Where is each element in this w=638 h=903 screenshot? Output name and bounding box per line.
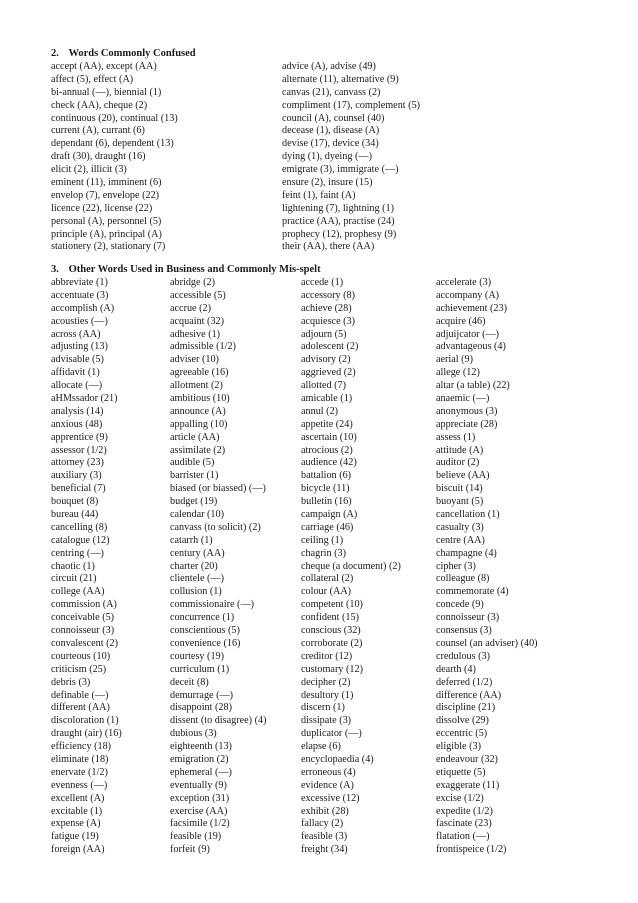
word-entry: frontispeice (1/2): [436, 844, 507, 856]
word-entry: credulous (3): [436, 650, 491, 662]
word-entry: analysis (14): [51, 405, 104, 417]
word-entry: fallacy (2): [301, 818, 344, 830]
word-entry: carriage (46): [301, 521, 354, 533]
word-entry: dying (1), dyeing (—): [282, 151, 372, 163]
word-entry: cancellation (1): [436, 509, 500, 521]
word-entry: definable (—): [51, 689, 109, 701]
word-entry: attorney (23): [51, 457, 104, 469]
word-entry: canvass (to solicit) (2): [170, 521, 261, 533]
word-entry: excessive (12): [301, 792, 360, 804]
word-entry: stationery (2), stationary (7): [51, 241, 166, 253]
word-entry: centre (AA): [436, 534, 485, 546]
word-entry: biased (or biassed) (—): [170, 483, 266, 495]
word-entry: fascinate (23): [436, 818, 492, 830]
word-entry: cipher (3): [436, 560, 476, 572]
word-entry: bicycle (11): [301, 483, 350, 495]
word-entry: cheque (a document) (2): [301, 560, 401, 572]
word-entry: evidence (A): [301, 779, 354, 791]
word-entry: auxiliary (3): [51, 470, 102, 482]
word-entry: practice (AA), practise (24): [282, 215, 395, 227]
word-entry: courteous (10): [51, 650, 111, 662]
word-entry: their (AA), there (AA): [282, 241, 375, 253]
word-entry: expense (A): [51, 818, 101, 830]
section-3-column-3: [301, 277, 401, 857]
word-entry: emigrate (3), immigrate (—): [282, 164, 399, 176]
word-entry: aHMssador (21): [51, 393, 118, 405]
word-entry: ephemeral (—): [170, 766, 232, 778]
word-entry: catalogue (12): [51, 534, 110, 546]
word-entry: adhesive (1): [170, 328, 221, 340]
word-entry: barrister (1): [170, 470, 219, 482]
word-entry: evenness (—): [51, 779, 108, 791]
word-entry: bulletin (16): [301, 496, 352, 508]
word-entry: charter (20): [170, 560, 218, 572]
word-entry: corroborate (2): [301, 637, 363, 649]
word-entry: altar (a table) (22): [436, 380, 510, 392]
word-entry: exhibit (28): [301, 805, 349, 817]
word-entry: principle (A), principal (A): [51, 228, 162, 240]
word-entry: creditor (12): [301, 650, 353, 662]
word-entry: fatigue (19): [51, 831, 99, 843]
word-entry: audible (5): [170, 457, 215, 469]
word-entry: connoisseur (3): [51, 625, 115, 637]
word-entry: atrocious (2): [301, 444, 353, 456]
word-entry: appetite (24): [301, 418, 353, 430]
word-entry: discern (1): [301, 702, 345, 714]
word-entry: curriculum (1): [170, 663, 230, 675]
word-entry: duplicator (—): [301, 728, 362, 740]
word-entry: feasible (19): [170, 831, 222, 843]
word-entry: annul (2): [301, 405, 339, 417]
word-entry: anaemic (—): [436, 393, 490, 405]
word-entry: colour (AA): [301, 586, 352, 598]
word-entry: discoloration (1): [51, 715, 119, 727]
word-entry: accessible (5): [170, 289, 226, 301]
word-entry: commissionaire (—): [170, 599, 255, 611]
word-entry: eminent (11), imminent (6): [51, 177, 162, 189]
word-entry: accelerate (3): [436, 277, 492, 288]
word-entry: acousties (—): [51, 315, 108, 327]
word-entry: adjuijcator (—): [436, 328, 500, 340]
word-entry: consensus (3): [436, 625, 492, 637]
word-entry: college (AA): [51, 586, 105, 598]
word-entry: conscious (32): [301, 625, 361, 637]
word-entry: achievement (23): [436, 302, 507, 314]
word-entry: bureau (44): [51, 509, 99, 521]
section-3-column-1: [51, 277, 122, 857]
word-entry: ceiling (1): [301, 534, 344, 546]
word-entry: adjourn (5): [301, 328, 347, 340]
word-entry: prophecy (12), prophesy (9): [282, 228, 397, 240]
word-entry: draught (air) (16): [51, 728, 122, 740]
word-entry: allocate (—): [51, 380, 103, 392]
word-entry: beneficial (7): [51, 483, 106, 495]
word-entry: eligible (3): [436, 741, 481, 753]
word-entry: agreeable (16): [170, 367, 229, 379]
word-entry: aggrieved (2): [301, 367, 356, 379]
word-entry: accede (1): [301, 277, 344, 288]
word-entry: acquiesce (3): [301, 315, 356, 327]
word-entry: adviser (10): [170, 354, 219, 366]
word-entry: decease (1), disease (A): [282, 125, 380, 137]
word-entry: allotted (7): [301, 380, 346, 392]
word-entry: accomplish (A): [51, 302, 115, 314]
word-entry: biscuit (14): [436, 483, 483, 495]
word-entry: efficiency (18): [51, 741, 112, 753]
word-entry: champagne (4): [436, 547, 497, 559]
word-entry: bi-annual (—), biennial (1): [51, 86, 162, 98]
word-entry: devise (17), device (34): [282, 138, 379, 150]
word-entry: ambitious (10): [170, 393, 230, 405]
word-entry: adjusting (13): [51, 341, 108, 353]
word-entry: check (AA), cheque (2): [51, 99, 148, 111]
word-entry: budget (19): [170, 496, 218, 508]
section-3-title: Other Words Used in Business and Commonly Mis-spelt: [68, 264, 321, 275]
word-entry: aerial (9): [436, 354, 474, 366]
word-entry: endeavour (32): [436, 753, 498, 765]
word-entry: canvas (21), canvass (2): [282, 86, 381, 98]
word-entry: emigration (2): [170, 753, 229, 765]
word-entry: decipher (2): [301, 676, 351, 688]
word-entry: draft (30), draught (16): [51, 151, 146, 163]
word-entry: anxious (48): [51, 418, 103, 430]
word-entry: anonymous (3): [436, 405, 498, 417]
word-entry: convenience (16): [170, 637, 241, 649]
word-entry: disappoint (28): [170, 702, 232, 714]
word-entry: commission (A): [51, 599, 117, 611]
word-entry: etiquette (5): [436, 766, 486, 778]
word-entry: accessory (8): [301, 289, 356, 301]
word-entry: dependant (6), dependent (13): [51, 138, 174, 150]
word-entry: affect (5), effect (A): [51, 73, 134, 85]
word-entry: cancelling (8): [51, 521, 108, 533]
word-entry: lightening (7), lightning (1): [282, 202, 395, 214]
word-entry: courtesy (19): [170, 650, 225, 662]
word-entry: foreign (AA): [51, 844, 105, 856]
section-3-column-4: [436, 277, 538, 857]
word-entry: colleague (8): [436, 573, 490, 585]
word-entry: adolescent (2): [301, 341, 359, 353]
word-entry: freight (34): [301, 844, 348, 856]
word-entry: catarrh (1): [170, 534, 213, 546]
word-entry: continuous (20), continual (13): [51, 112, 178, 124]
section-2-heading: [51, 47, 196, 60]
word-entry: affidavit (1): [51, 367, 100, 379]
word-entry: excise (1/2): [436, 792, 484, 804]
word-entry: envelop (7), envelope (22): [51, 189, 160, 201]
word-entry: acquaint (32): [170, 315, 225, 327]
word-entry: dissent (to disagree) (4): [170, 715, 267, 727]
word-entry: eighteenth (13): [170, 741, 232, 753]
word-entry: criticism (25): [51, 663, 107, 675]
word-entry: enervate (1/2): [51, 766, 108, 778]
word-entry: advisory (2): [301, 354, 351, 366]
section-2-column-2: [282, 61, 420, 254]
word-entry: buoyant (5): [436, 496, 484, 508]
word-entry: audience (42): [301, 457, 357, 469]
word-entry: different (AA): [51, 702, 110, 714]
word-entry: dubious (3): [170, 728, 217, 740]
word-entry: deceit (8): [170, 676, 209, 688]
word-entry: licence (22), license (22): [51, 202, 153, 214]
word-entry: exception (31): [170, 792, 230, 804]
word-entry: chagrin (3): [301, 547, 346, 559]
word-entry: elapse (6): [301, 741, 341, 753]
word-entry: connoisseur (3): [436, 612, 500, 624]
word-entry: elicit (2), illicit (3): [51, 164, 127, 176]
word-entry: advantageous (4): [436, 341, 506, 353]
word-entry: current (A), currant (6): [51, 125, 145, 137]
word-entry: dissipate (3): [301, 715, 352, 727]
word-entry: debris (3): [51, 676, 91, 688]
word-entry: competent (10): [301, 599, 363, 611]
word-entry: calendar (10): [170, 509, 225, 521]
word-entry: eliminate (18): [51, 753, 109, 765]
word-entry: apprentice (9): [51, 431, 108, 443]
word-entry: achieve (28): [301, 302, 352, 314]
word-entry: ensure (2), insure (15): [282, 177, 373, 189]
word-entry: ascertain (10): [301, 431, 357, 443]
word-entry: desultory (1): [301, 689, 354, 701]
word-entry: demurrage (—): [170, 689, 234, 701]
word-entry: accrue (2): [170, 302, 211, 314]
word-entry: conceivable (5): [51, 612, 115, 624]
word-entry: dearth (4): [436, 663, 476, 675]
word-entry: feint (1), faint (A): [282, 189, 356, 201]
section-2-column-1: [51, 61, 178, 254]
word-entry: flatation (—): [436, 831, 490, 843]
section-2-number: 2.: [51, 48, 59, 59]
word-entry: compliment (17), complement (5): [282, 99, 421, 111]
section-3-heading: [51, 263, 321, 276]
word-entry: confident (15): [301, 612, 359, 624]
word-entry: allege (12): [436, 367, 480, 379]
word-entry: facsimile (1/2): [170, 818, 230, 830]
word-entry: bouquet (8): [51, 496, 99, 508]
word-entry: excitable (1): [51, 805, 103, 817]
word-entry: personal (A), personnel (5): [51, 215, 162, 227]
section-3-column-2: [170, 277, 266, 857]
word-entry: erroneous (4): [301, 766, 356, 778]
word-entry: believe (AA): [436, 470, 490, 482]
word-entry: assimilate (2): [170, 444, 226, 456]
word-entry: forfeit (9): [170, 844, 210, 856]
word-entry: advisable (5): [51, 354, 104, 366]
word-entry: assess (1): [436, 431, 476, 443]
word-entry: auditor (2): [436, 457, 480, 469]
word-entry: customary (12): [301, 663, 363, 675]
word-entry: abbreviate (1): [51, 277, 108, 288]
word-entry: dissolve (29): [436, 715, 489, 727]
word-entry: circuit (21): [51, 573, 97, 585]
word-entry: announce (A): [170, 405, 226, 417]
word-entry: expedite (1/2): [436, 805, 493, 817]
word-entry: clientele (—): [170, 573, 225, 585]
word-entry: acquire (46): [436, 315, 486, 327]
word-entry: allotment (2): [170, 380, 223, 392]
word-entry: abridge (2): [170, 277, 215, 288]
word-entry: accompany (A): [436, 289, 500, 301]
word-entry: deferred (1/2): [436, 676, 493, 688]
word-entry: appreciate (28): [436, 418, 498, 430]
word-entry: excellent (A): [51, 792, 105, 804]
word-entry: accentuate (3): [51, 289, 109, 301]
word-entry: discipline (21): [436, 702, 496, 714]
word-entry: admissible (1/2): [170, 341, 236, 353]
word-entry: collateral (2): [301, 573, 354, 585]
word-entry: collusion (1): [170, 586, 222, 598]
word-entry: exercise (AA): [170, 805, 228, 817]
word-entry: concede (9): [436, 599, 484, 611]
word-entry: encyclopaedia (4): [301, 753, 374, 765]
word-entry: attitude (A): [436, 444, 484, 456]
section-3-number: 3.: [51, 264, 59, 275]
word-entry: accept (AA), except (AA): [51, 61, 157, 72]
word-entry: centring (—): [51, 547, 104, 559]
word-entry: assessor (1/2): [51, 444, 107, 456]
word-entry: counsel (an adviser) (40): [436, 637, 538, 649]
word-entry: convalescent (2): [51, 637, 119, 649]
word-entry: campaign (A): [301, 509, 358, 521]
word-entry: amicable (1): [301, 393, 353, 405]
word-entry: feasible (3): [301, 831, 348, 843]
word-entry: exaggerate (11): [436, 779, 500, 791]
word-entry: alternate (11), alternative (9): [282, 73, 399, 85]
word-entry: appalling (10): [170, 418, 228, 430]
word-entry: council (A), counsel (40): [282, 112, 385, 124]
word-entry: century (AA): [170, 547, 225, 559]
word-entry: advice (A), advise (49): [282, 61, 376, 72]
word-entry: casualty (3): [436, 521, 484, 533]
word-entry: chaotic (1): [51, 560, 95, 572]
word-entry: eventually (9): [170, 779, 227, 791]
word-entry: commemorate (4): [436, 586, 509, 598]
word-entry: eccentric (5): [436, 728, 488, 740]
word-entry: difference (AA): [436, 689, 502, 701]
word-entry: concurrence (1): [170, 612, 235, 624]
word-entry: across (AA): [51, 328, 101, 340]
word-entry: battalion (6): [301, 470, 352, 482]
word-entry: conscientious (5): [170, 625, 240, 637]
word-entry: article (AA): [170, 431, 220, 443]
section-2-title: Words Commonly Confused: [68, 48, 196, 59]
